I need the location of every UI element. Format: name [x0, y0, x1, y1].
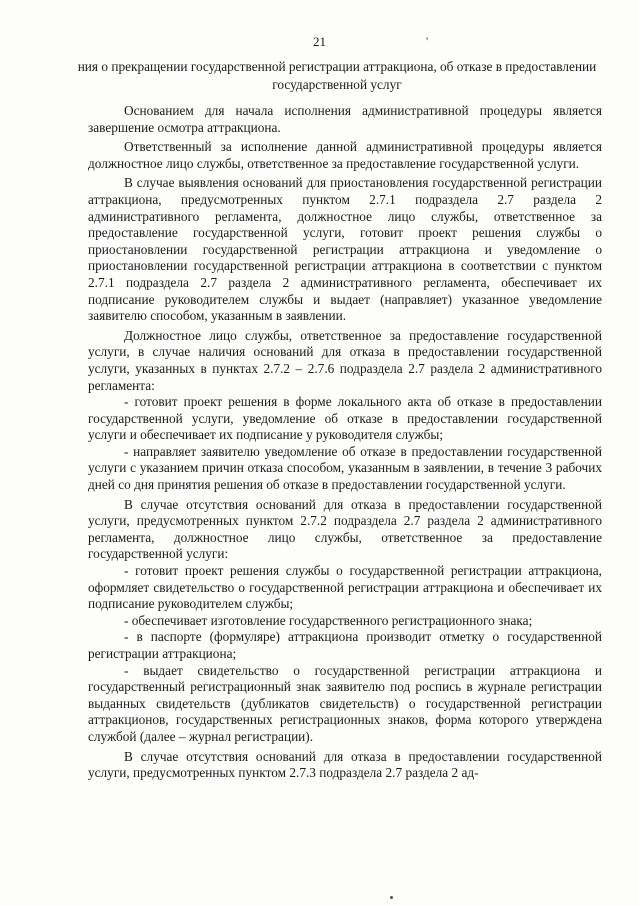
- list-item: - выдает свидетельство о государственной регистрации аттракциона и государственный регистрационный знак заявителю под роспись в журнале регистрации выданных свидетельств (дубликатов свидетельств) о государственной регистрации аттракционов, государственных регистрационных знаков, форма которого утверждена службой (далее – журнал регистрации).: [88, 662, 602, 744]
- paragraph: Должностное лицо службы, ответственное за предоставление государственной услуги, в случае наличия оснований для отказа в предоставлении государственной услуги, указанных в пунктах 2.7.2 – 2.7.6 подраздела 2.7 раздела 2 административного регламента:: [88, 327, 602, 393]
- tick-mark: ': [426, 34, 429, 48]
- list-item: - в паспорте (формуляре) аттракциона производит отметку о государственной регистрации аттракциона;: [88, 629, 602, 661]
- list-item: - направляет заявителю уведомление об отказе в предоставлении государственной услуги с указанием причин отказа способом, указанным в заявлении, в течение 3 рабочих дней со дня принятия решения об отказе в предоставлении государственной услуги.: [88, 443, 602, 493]
- paragraph: Основанием для начала исполнения административной процедуры является завершение осмотра аттракциона.: [88, 103, 602, 135]
- paragraph: В случае выявления оснований для приостановления государственной регистрации аттракциона, предусмотренных пунктом 2.7.1 подраздела 2.7 раздела 2 административного регламента, должностное лицо службы, ответственное за предоставление государственной услуги, готовит проект решения службы о приостановлении государственной регистрации аттракциона и уведомление о приостановлении государственной регистрации аттракциона в соответствии с пунктом 2.7.1 подраздела 2.7 раздела 2 административного регламента, обеспечивает их подписание руководителем службы и выдает (направляет) указанное уведомление заявителю способом, указанным в заявлении.: [88, 175, 602, 324]
- section-heading: ния о прекращении государственной регистрации аттракциона, об отказе в предоставлении государственной услуг: [77, 59, 597, 92]
- list-item: - готовит проект решения в форме локального акта об отказе в предоставлении государственной услуги, уведомление об отказе в предоставлении государственной услуги и обеспечивает их подписание у руководителя службы;: [88, 394, 602, 443]
- list-item: - обеспечивает изготовление государственного регистрационного знака;: [124, 612, 533, 628]
- paragraph: В случае отсутствия оснований для отказа в предоставлении государственной услуги, предусмотренных пунктом 2.7.2 подраздела 2.7 раздела 2 административного регламента, должностное лицо службы, ответственное за предоставление государственной услуги:: [88, 496, 602, 562]
- scan-dot: [390, 896, 393, 899]
- list-item: - готовит проект решения службы о государственной регистрации аттракциона, оформляет свидетельство о государственной регистрации аттракциона и обеспечивает их подписание руководителем службы;: [88, 563, 602, 612]
- paragraph: Ответственный за исполнение данной административной процедуры является должностное лицо службы, ответственное за предоставление государственной услуги.: [88, 139, 602, 171]
- paragraph: В случае отсутствия оснований для отказа в предоставлении государственной услуги, предусмотренных пунктом 2.7.3 подраздела 2.7 раздела 2 ад-: [88, 748, 602, 781]
- page-number: 21: [313, 34, 326, 49]
- document-body: [88, 103, 602, 782]
